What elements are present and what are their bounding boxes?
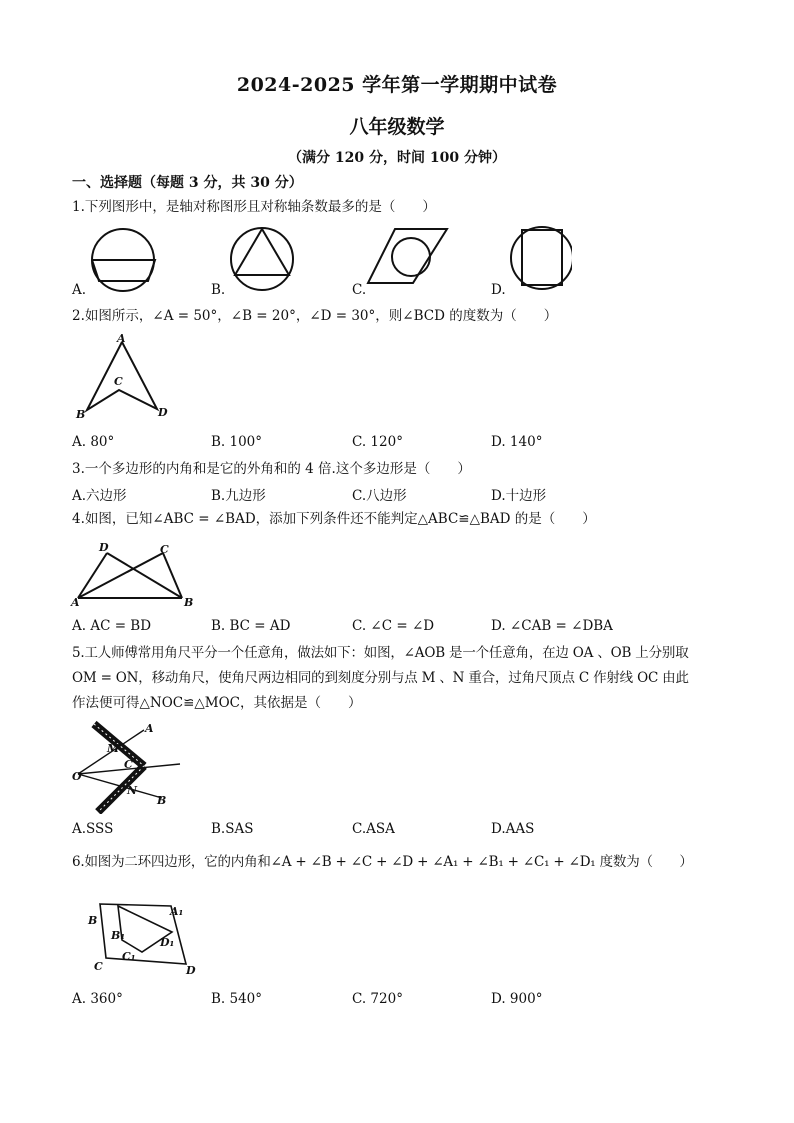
q3-stem: 3.一个多边形的内角和是它的外角和的 4 倍.这个多边形是（ ）	[72, 461, 471, 477]
q6-option-b: B. 540°	[211, 991, 263, 1007]
q4-option-a: A. AC = BD	[72, 618, 152, 634]
q5-figure	[72, 718, 192, 814]
q5-stem-line2: OM = ON，移动角尺，使角尺两边相同的到刻度分别与点 M 、N 重合，过角尺顶点 C 作射线 OC 由此	[72, 670, 689, 686]
q4-label-b: B	[184, 596, 194, 609]
q5-stem-line1: 5.工人师傅常用角尺平分一个任意角，做法如下：如图，∠AOB 是一个任意角，在边 OA 、OB 上分别取	[72, 645, 689, 661]
q5-option-b: B.SAS	[211, 821, 254, 837]
q4-figure	[68, 538, 198, 610]
q4-label-c: C	[160, 543, 169, 556]
q2-label-c: C	[114, 375, 123, 388]
q1-figure-d	[511, 227, 572, 289]
q5-label-n: N	[127, 784, 138, 797]
q6-label-c: C	[94, 960, 103, 973]
q2-label-b: B	[76, 408, 86, 421]
q5-label-c: C	[124, 758, 133, 771]
q6-label-d1: D₁	[160, 936, 175, 949]
q6-label-b1: B₁	[111, 929, 126, 942]
q5-label-b: B	[157, 794, 167, 807]
q6-label-d: D	[186, 964, 196, 977]
q4-label-d: D	[99, 541, 109, 554]
q1-stem: 1.下列图形中，是轴对称图形且对称轴条数最多的是（ ）	[72, 199, 436, 215]
exam-title: 2024-2025 学年第一学期期中试卷	[236, 74, 558, 96]
q1-figure-b	[231, 228, 293, 290]
section-title: 一、选择题（每题 3 分，共 30 分）	[72, 175, 303, 191]
exam-subject: 八年级数学	[349, 116, 445, 138]
q4-option-b: B. BC = AD	[211, 618, 291, 634]
q4-option-d: D. ∠CAB = ∠DBA	[491, 618, 613, 634]
q6-stem: 6.如图为二环四边形，它的内角和∠A + ∠B + ∠C + ∠D + ∠A₁ + ∠B₁ + ∠C₁ + ∠D₁ 度数为（ ）	[72, 854, 693, 870]
q3-option-c: C.八边形	[352, 488, 407, 504]
q4-option-c: C. ∠C = ∠D	[352, 618, 435, 634]
q3-option-b: B.九边形	[211, 488, 266, 504]
q2-stem: 2.如图所示，∠A = 50°，∠B = 20°，∠D = 30°，则∠BCD 的度数为（ ）	[72, 308, 558, 324]
q6-option-d: D. 900°	[491, 991, 543, 1007]
q2-option-b: B. 100°	[211, 434, 263, 450]
q2-label-d: D	[158, 406, 168, 419]
q6-figure	[78, 882, 208, 978]
q6-label-b: B	[88, 914, 98, 927]
q5-stem-line3: 作法便可得△NOC≌△MOC，其依据是（ ）	[72, 695, 362, 711]
q2-label-a: A	[117, 332, 126, 345]
q5-label-a: A	[145, 722, 154, 735]
q5-option-d: D.AAS	[491, 821, 535, 837]
q1-figure-a	[92, 229, 155, 291]
q4-stem: 4.如图，已知∠ABC = ∠BAD，添加下列条件还不能判定△ABC≌△BAD 的是（ ）	[72, 511, 596, 527]
q2-option-d: D. 140°	[491, 434, 543, 450]
q1-option-a: A.	[72, 282, 87, 298]
q4-label-a: A	[71, 596, 80, 609]
q2-option-c: C. 120°	[352, 434, 403, 450]
q1-option-d: D.	[491, 282, 506, 298]
q3-option-a: A.六边形	[72, 488, 127, 504]
q2-figure	[72, 332, 182, 424]
q2-option-a: A. 80°	[72, 434, 115, 450]
q1-figure-c	[368, 229, 447, 283]
q6-label-a1: A₁	[170, 905, 184, 918]
q6-option-c: C. 720°	[352, 991, 403, 1007]
q3-option-d: D.十边形	[491, 488, 547, 504]
q1-option-c: C.	[352, 282, 367, 298]
q6-option-a: A. 360°	[72, 991, 123, 1007]
q6-label-c1: C₁	[122, 950, 136, 963]
q5-option-a: A.SSS	[72, 821, 114, 837]
exam-info: （满分 120 分，时间 100 分钟）	[288, 150, 506, 166]
q1-option-b: B.	[211, 282, 226, 298]
q5-label-o: O	[72, 770, 82, 783]
q5-label-m: M	[107, 742, 120, 755]
q5-option-c: C.ASA	[352, 821, 395, 837]
